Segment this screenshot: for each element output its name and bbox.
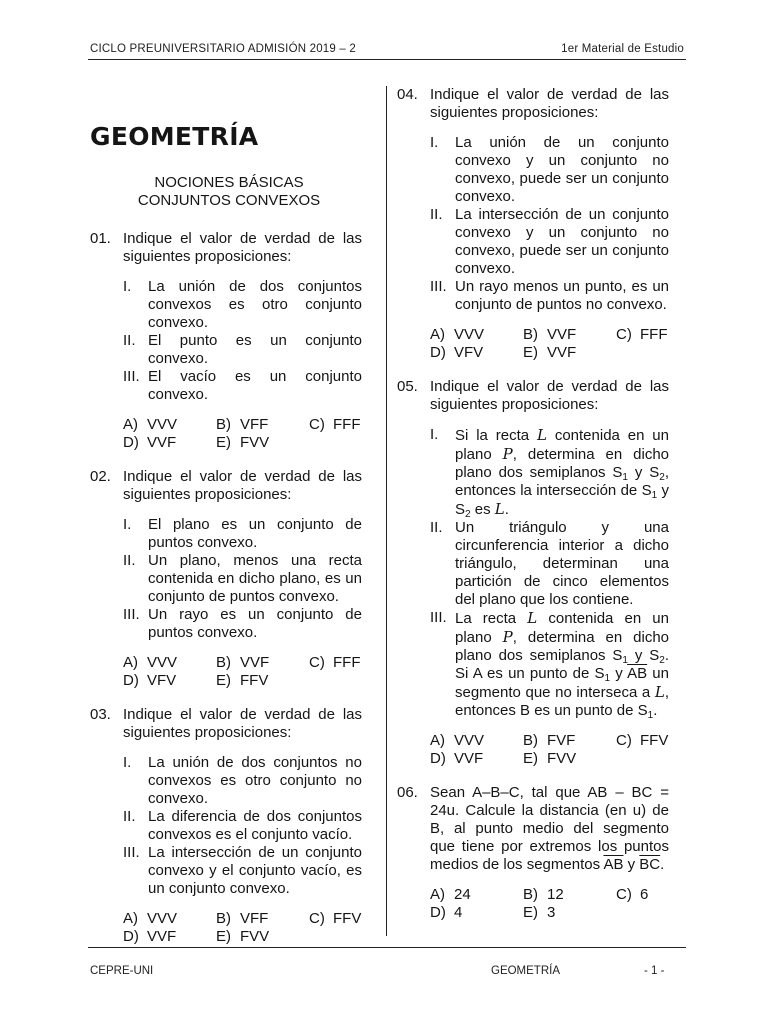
option-b: B) VVF [523, 326, 577, 343]
left-column [90, 122, 362, 946]
proposition-item [123, 754, 362, 808]
option-e: E) FVV [216, 434, 270, 451]
proposition-item [123, 808, 362, 844]
question-number: 01. [90, 230, 111, 247]
roman-numeral: III. [123, 606, 140, 623]
option-d: D) VVF [430, 750, 484, 767]
running-header-right: 1er Material de Estudio [561, 43, 684, 55]
option-c: C) FFF [309, 416, 361, 433]
proposition-text: Un triángulo y una circunferencia interior a dicho triángulo, determinan una partición de cinco elementos del plano que los contiene. [455, 519, 669, 608]
roman-numeral: I. [123, 516, 132, 533]
option-d: D) 4 [430, 904, 463, 921]
subtitle-block [90, 174, 362, 210]
option-a: A) VVV [123, 416, 178, 433]
option-b: B) FVF [523, 732, 576, 749]
option-e: E) VVF [523, 344, 577, 361]
answer-options [123, 910, 362, 946]
roman-numeral: III. [430, 609, 447, 626]
subtitle-nociones: NOCIONES BÁSICAS [154, 174, 304, 191]
option-e: E) 3 [523, 904, 556, 921]
page-title: GEOMETRÍA [90, 122, 259, 151]
proposition-item [123, 606, 362, 642]
proposition-text: Un rayo es un conjunto de puntos convexo. [148, 606, 362, 641]
question-text: Indique el valor de verdad de las siguientes proposiciones: [430, 378, 669, 413]
proposition-text: El plano es un conjunto de puntos convexo. [148, 516, 362, 551]
proposition-item [430, 278, 669, 314]
option-d: D) VVF [123, 928, 177, 945]
answer-options [430, 732, 669, 768]
roman-numeral: III. [123, 368, 140, 385]
line-l-symbol: L [527, 609, 538, 627]
question-number: 06. [397, 784, 418, 801]
question-04 [397, 86, 669, 362]
running-header-left: CICLO PREUNIVERSITARIO ADMISIÓN 2019 – 2 [90, 43, 356, 55]
roman-numeral: I. [430, 134, 439, 151]
proposition-item [430, 426, 669, 519]
line-l-symbol: L [536, 426, 547, 444]
roman-numeral: I. [123, 278, 132, 295]
answer-options [430, 886, 669, 922]
segment-bc: $\overline{BC}$ [639, 856, 661, 873]
option-c: C) FFF [616, 326, 668, 343]
proposition-item [430, 134, 669, 206]
question-01 [90, 230, 362, 452]
answer-options [123, 654, 362, 690]
proposition-text: Un plano, menos una recta contenida en dicho plano, es un conjunto de puntos convexo. [148, 552, 362, 605]
question-text: Indique el valor de verdad de las siguientes proposiciones: [123, 706, 362, 741]
proposition-text: El punto es un conjunto convexo. [148, 332, 362, 367]
proposition-text: La unión de un conjunto convexo y un conjunto no convexo, puede ser un conjunto convexo. [455, 134, 669, 205]
question-number: 02. [90, 468, 111, 485]
option-b: B) VFF [216, 910, 269, 927]
proposition-item [123, 516, 362, 552]
roman-numeral: III. [430, 278, 447, 295]
roman-numeral: I. [430, 426, 439, 443]
line-l-symbol: L [494, 500, 505, 518]
roman-numeral: II. [123, 552, 136, 569]
question-text: Indique el valor de verdad de las siguientes proposiciones: [123, 230, 362, 265]
proposition-text: Un rayo menos un punto, es un conjunto de puntos no convexo. [455, 278, 669, 313]
proposition-text: La diferencia de dos conjuntos convexos es el conjunto vacío. [148, 808, 362, 843]
option-a: A) 24 [430, 886, 471, 903]
proposition-item [430, 206, 669, 278]
plane-p-symbol: P [502, 628, 513, 646]
roman-numeral: II. [123, 332, 136, 349]
proposition-item [123, 552, 362, 606]
option-d: D) VVF [123, 434, 177, 451]
option-c: C) FFV [309, 910, 362, 927]
question-02 [90, 468, 362, 690]
header-rule [88, 59, 686, 60]
footer-rule [88, 947, 686, 948]
option-b: B) VVF [216, 654, 270, 671]
subtitle-conjuntos: CONJUNTOS CONVEXOS [137, 192, 321, 209]
roman-numeral: II. [123, 808, 136, 825]
segment-ab: $\overline{AB}$ [627, 665, 648, 682]
proposition-item [123, 368, 362, 404]
proposition-item [123, 332, 362, 368]
question-06 [397, 784, 669, 922]
roman-numeral: I. [123, 754, 132, 771]
question-number: 05. [397, 378, 418, 395]
roman-numeral: II. [430, 519, 443, 536]
option-c: C) FFF [309, 654, 361, 671]
option-d: D) VFV [123, 672, 177, 689]
answer-options [430, 326, 669, 362]
proposition-text: Si la recta L contenida en un plano P, determina en dicho plano dos semiplanos $S_1$ y $S_2$, entonces la intersección de $S_1$ y $S_2$ es L. [455, 426, 670, 520]
segment-ab: $\overline{AB}$ [603, 856, 624, 873]
proposition-item [430, 519, 669, 609]
option-c: C) FFV [616, 732, 669, 749]
proposition-text: La intersección de un conjunto convexo y el conjunto vacío, es un conjunto convexo. [148, 844, 362, 897]
question-03 [90, 706, 362, 946]
question-text: Sean A–B–C, tal que AB – BC = 24u. Calcule la distancia (en u) de B, al punto medio del segmento que tiene por extremos los puntos medios de los segmentos $\overline{AB}$ y $\overline{BC}$. [430, 784, 669, 873]
option-b: B) 12 [523, 886, 564, 903]
right-column [397, 86, 669, 922]
proposition-item [430, 609, 669, 720]
column-divider [386, 86, 387, 936]
option-a: A) VVV [430, 326, 485, 343]
question-text: Indique el valor de verdad de las siguientes proposiciones: [123, 468, 362, 503]
option-c: C) 6 [616, 886, 649, 903]
option-a: A) VVV [123, 654, 178, 671]
answer-options [123, 416, 362, 452]
line-l-symbol: L [654, 683, 665, 701]
roman-numeral: II. [430, 206, 443, 223]
question-number: 03. [90, 706, 111, 723]
page-number: - 1 - [644, 965, 665, 977]
roman-numeral: III. [123, 844, 140, 861]
option-e: E) FFV [216, 672, 269, 689]
option-d: D) VFV [430, 344, 484, 361]
question-05 [397, 378, 669, 768]
proposition-item [123, 844, 362, 898]
proposition-text: El vacío es un conjunto convexo. [148, 368, 362, 403]
proposition-text: La intersección de un conjunto convexo y un conjunto no convexo, puede ser un conjunto convexo. [455, 206, 669, 277]
option-b: B) VFF [216, 416, 269, 433]
footer-left: CEPRE-UNI [90, 965, 154, 977]
option-a: A) VVV [430, 732, 485, 749]
option-e: E) FVV [216, 928, 270, 945]
option-a: A) VVV [123, 910, 178, 927]
proposition-item [123, 278, 362, 332]
plane-p-symbol: P [502, 445, 513, 463]
option-e: E) FVV [523, 750, 577, 767]
proposition-text: La unión de dos conjuntos convexos es otro conjunto convexo. [148, 278, 362, 331]
question-number: 04. [397, 86, 418, 103]
question-text: Indique el valor de verdad de las siguientes proposiciones: [430, 86, 669, 121]
proposition-text: La recta L contenida en un plano P, determina en dicho plano dos semiplanos $S_1$ y $S_2$. Si A es un punto de $S_1$ y $\overline{AB}$ un segmento que no interseca a L, entonces B es un punto de $S_1$. [455, 609, 669, 721]
proposition-text: La unión de dos conjuntos no convexos es otro conjunto no convexo. [148, 754, 362, 807]
footer-center: GEOMETRÍA [491, 965, 561, 977]
